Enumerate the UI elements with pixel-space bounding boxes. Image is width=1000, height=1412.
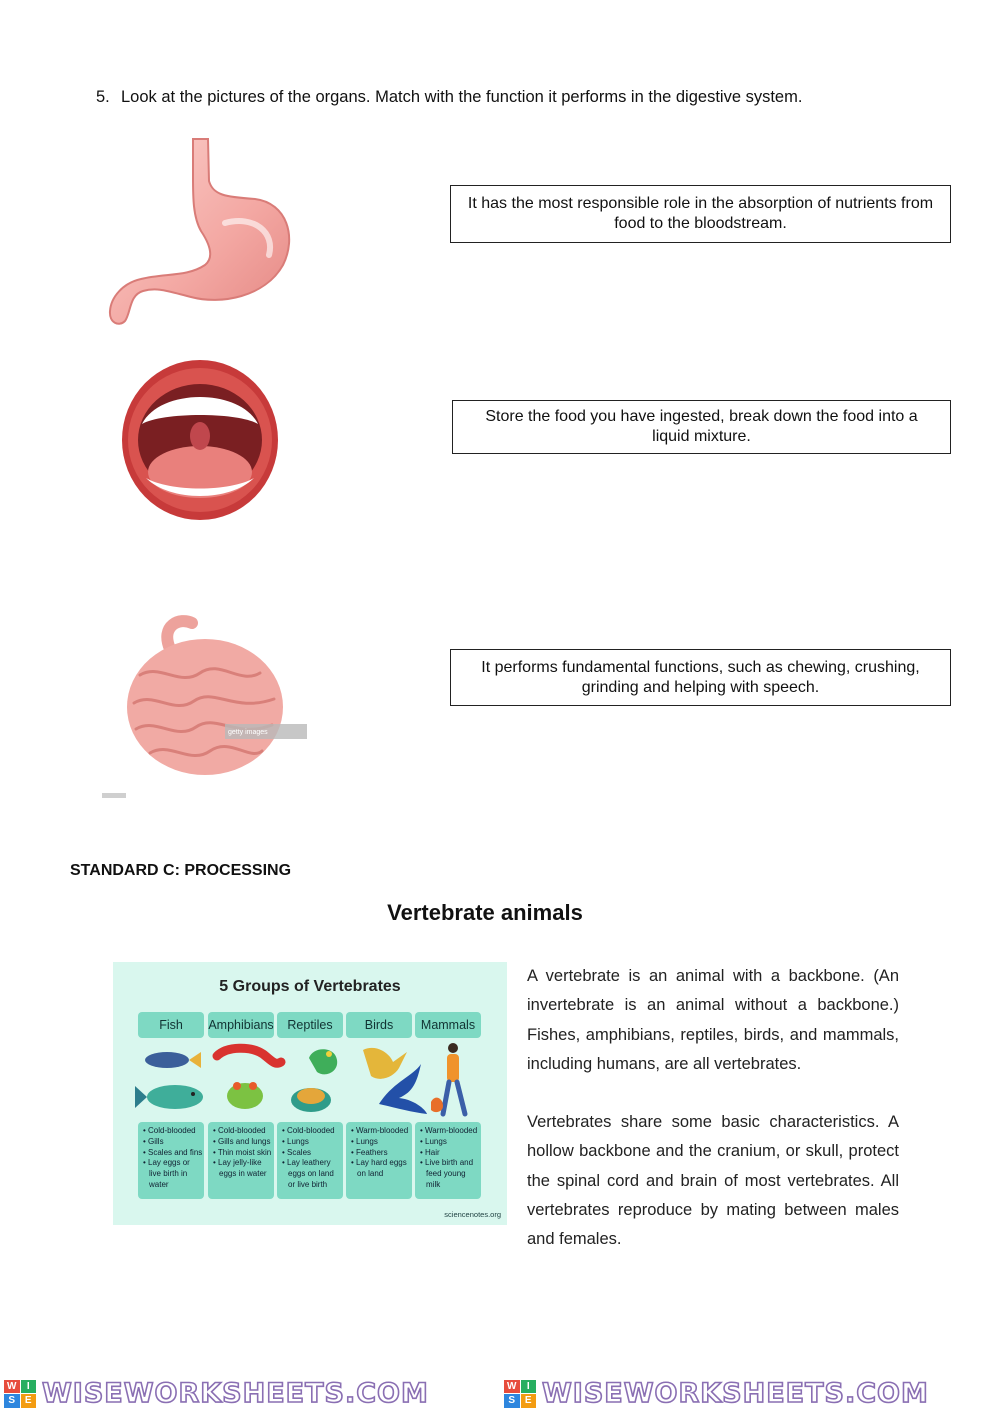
footer-wordmark: WISEWORKSHEETS.COM	[42, 1378, 429, 1409]
group-traits-amphibians: • Cold-blooded • Gills and lungs • Thin moist skin • Lay jelly-like eggs in water	[208, 1122, 274, 1199]
footer-brand-2	[500, 1378, 1000, 1409]
mammal-icon	[431, 1043, 465, 1114]
mouth-image[interactable]	[120, 354, 280, 524]
function-box-2[interactable]	[452, 400, 951, 454]
watermark-text: getty images	[228, 729, 268, 736]
standard-label: STANDARD C: PROCESSING	[70, 862, 292, 879]
question-body: Look at the pictures of the organs. Match with the function it performs in the digestive system.	[121, 88, 803, 106]
fish-icon	[135, 1052, 203, 1109]
function-text-2: Store the food you have ingested, break down the food into a liquid mixture.	[485, 408, 918, 445]
footer-banner	[0, 1375, 1000, 1412]
intestine-image[interactable]	[100, 615, 310, 805]
function-box-1[interactable]	[450, 185, 951, 243]
small-intestine-icon	[100, 615, 310, 805]
group-header-fish: Fish	[138, 1012, 204, 1038]
bird-icon	[363, 1048, 427, 1114]
infographic-title: 5 Groups of Vertebrates	[219, 978, 401, 995]
group-header-mammals: Mammals	[415, 1012, 481, 1038]
stomach-image[interactable]	[105, 137, 295, 329]
group-header-reptiles: Reptiles	[277, 1012, 343, 1038]
infographic-credit: sciencenotes.org	[444, 1210, 501, 1219]
amphibian-icon	[217, 1048, 281, 1109]
mouth-icon	[120, 354, 280, 524]
question-text	[96, 88, 802, 107]
wiseworksheets-logo-icon: W I S E	[4, 1380, 36, 1408]
vertebrates-infographic	[113, 962, 507, 1225]
paragraph-1: A vertebrate is an animal with a backbone. (An invertebrate is an animal without a backbone.) Fishes, amphibians, reptiles, birds, and mammals, including humans, are all vertebrates.	[527, 967, 899, 1073]
animal-illustrations	[131, 1042, 491, 1120]
group-header-amphibians: Amphibians	[208, 1012, 274, 1038]
footer-brand-1	[0, 1378, 500, 1409]
question-number: 5.	[96, 88, 110, 106]
group-header-birds: Birds	[346, 1012, 412, 1038]
group-traits-birds: • Warm-blooded • Lungs • Feathers • Lay hard eggs on land	[346, 1122, 412, 1199]
group-traits-fish: • Cold-blooded • Gills • Scales and fins • Lay eggs or live birth in water	[138, 1122, 204, 1199]
wiseworksheets-logo-icon: W I S E	[504, 1380, 536, 1408]
function-text-1: It has the most responsible role in the absorption of nutrients from food to the bloodstream.	[467, 195, 934, 232]
footer-wordmark: WISEWORKSHEETS.COM	[542, 1378, 929, 1409]
stomach-icon	[105, 137, 295, 329]
function-text-3: It performs fundamental functions, such as chewing, crushing, grinding and helping with speech.	[481, 658, 920, 696]
function-box-3[interactable]	[450, 649, 951, 706]
paragraph-2: Vertebrates share some basic characteristics. A hollow backbone and the cranium, or skull, protect the spinal cord and brain of most vertebrates. All vertebrates reproduce by mating between males and females.	[527, 1113, 899, 1249]
group-traits-mammals: • Warm-blooded • Lungs • Hair • Live birth and feed young milk	[415, 1122, 481, 1199]
section-heading: Vertebrate animals	[387, 900, 583, 925]
group-traits-reptiles: • Cold-blooded • Lungs • Scales • Lay leathery eggs on land or live birth	[277, 1122, 343, 1199]
reptile-icon	[291, 1049, 337, 1112]
